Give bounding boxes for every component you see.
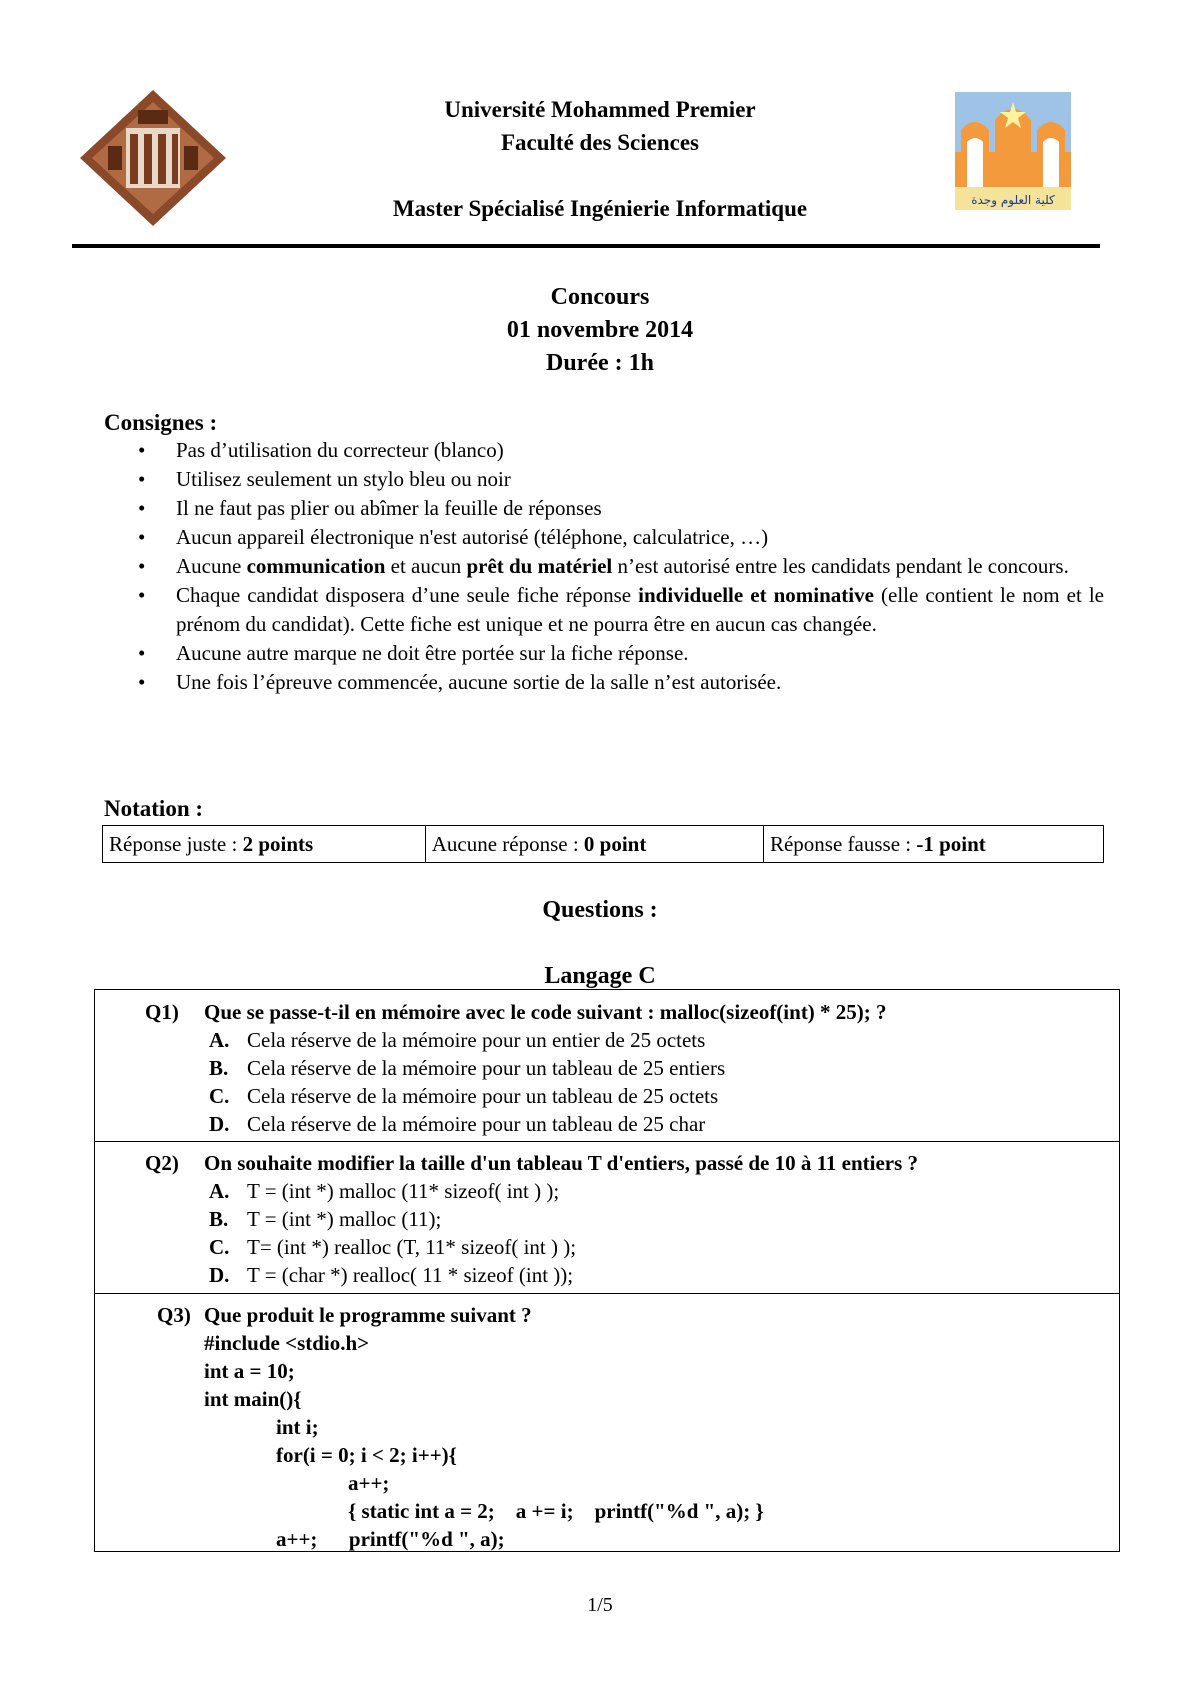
notation-cell: Réponse fausse : -1 point <box>763 826 1103 863</box>
consigne-item: • Il ne faut pas plier ou abîmer la feuille de réponses <box>138 494 1104 523</box>
bullet-icon: • <box>138 525 146 549</box>
q1-text: Que se passe-t-il en mémoire avec le code suivant : malloc(sizeof(int) * 25); ? <box>204 1000 887 1024</box>
notation-cell: Aucune réponse : 0 point <box>425 826 763 863</box>
exam-date: 01 novembre 2014 <box>506 317 694 343</box>
consigne-item: • Chaque candidat disposera d’une seule fiche réponse individuelle et nominative (elle contient le nom et le prénom du candidat). Cette fiche est unique et ne pourra être en aucun cas changée. <box>138 583 1104 636</box>
consigne-item: • Aucune autre marque ne doit être portée sur la fiche réponse. <box>138 639 1104 668</box>
consigne-item: • Une fois l’épreuve commencée, aucune sortie de la salle n’est autorisée. <box>138 668 1104 697</box>
q1-option: B. Cela réserve de la mémoire pour un tableau de 25 entiers <box>209 1056 726 1080</box>
q2-option: B. T = (int *) malloc (11); <box>209 1207 442 1231</box>
bullet-icon: • <box>138 641 146 665</box>
exam-title: Concours <box>550 284 650 310</box>
code-line: for(i = 0; i < 2; i++){ <box>276 1443 457 1467</box>
consigne-item: • Aucun appareil électronique n'est autorisé (téléphone, calculatrice, …) <box>138 523 1104 552</box>
q2-option: D. T = (char *) realloc( 11 * sizeof (int )); <box>209 1263 574 1287</box>
consigne-item: • Utilisez seulement un stylo bleu ou noir <box>138 465 1104 494</box>
bullet-icon: • <box>138 554 146 578</box>
code-line: int i; <box>276 1415 319 1439</box>
university-name: Université Mohammed Premier <box>444 97 756 122</box>
code-line: int main(){ <box>204 1387 302 1411</box>
code-line: a++; <box>348 1471 390 1495</box>
bullet-icon: • <box>138 467 146 491</box>
code-line: { static int a = 2; a += i; printf("%d ", a); } <box>348 1499 764 1523</box>
q3-number: Q3) <box>157 1303 191 1327</box>
q3-text: Que produit le programme suivant ? <box>204 1303 532 1327</box>
faculty-logo <box>955 92 1071 210</box>
program-name: Master Spécialisé Ingénierie Informatique <box>392 196 808 221</box>
university-logo <box>78 88 228 228</box>
q2-text: On souhaite modifier la taille d'un tableau T d'entiers, passé de 10 à 11 entiers ? <box>204 1151 919 1175</box>
faculty-logo-text: كلية العلوم وجدة <box>971 193 1055 207</box>
faculty-name: Faculté des Sciences <box>500 130 699 155</box>
notation-heading: Notation : <box>104 796 204 821</box>
q1-option: C. Cela réserve de la mémoire pour un tableau de 25 octets <box>209 1084 719 1108</box>
consignes-heading: Consignes : <box>104 410 218 435</box>
header-rule <box>72 244 1100 248</box>
bullet-icon: • <box>138 670 146 694</box>
q2-option: A. T = (int *) malloc (11* sizeof( int ) ); <box>209 1179 560 1203</box>
q1-option: D. Cela réserve de la mémoire pour un tableau de 25 char <box>209 1112 706 1136</box>
page-number: 1/5 <box>587 1594 613 1616</box>
questions-box <box>94 989 1120 1552</box>
q1-option: A. Cela réserve de la mémoire pour un entier de 25 octets <box>209 1028 706 1052</box>
section-title: Langage C <box>544 963 656 989</box>
q1-number: Q1) <box>145 1000 179 1024</box>
q2-option: C. T= (int *) realloc (T, 11* sizeof( int ) ); <box>209 1235 577 1259</box>
code-line: #include <stdio.h> <box>204 1331 370 1355</box>
code-line: a++; printf("%d ", a); <box>276 1527 505 1551</box>
consigne-item: • Pas d’utilisation du correcteur (blanco) <box>138 436 1104 465</box>
bullet-icon: • <box>138 583 146 607</box>
question-separator <box>95 1141 1119 1142</box>
exam-duration: Durée : 1h <box>546 350 654 376</box>
code-line: int a = 10; <box>204 1359 295 1383</box>
consigne-item: • Aucune communication et aucun prêt du matériel n’est autorisé entre les candidats pendant le concours. <box>138 552 1104 581</box>
notation-table <box>102 825 1104 863</box>
question-separator <box>95 1293 1119 1294</box>
bullet-icon: • <box>138 438 146 462</box>
bullet-icon: • <box>138 496 146 520</box>
q2-number: Q2) <box>145 1151 179 1175</box>
consignes-list <box>138 436 1104 697</box>
questions-heading: Questions : <box>542 897 658 923</box>
notation-cell: Réponse juste : 2 points <box>103 826 426 863</box>
